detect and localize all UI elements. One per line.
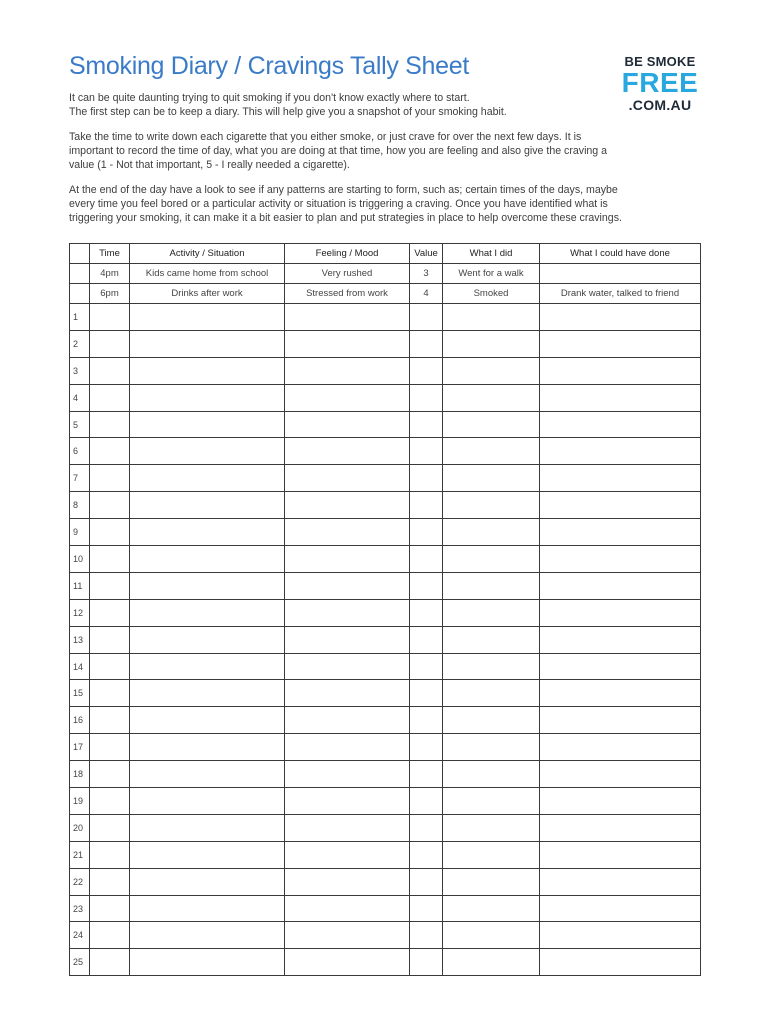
entry-cell-value[interactable] [410,465,443,492]
entry-cell-could-have-done[interactable] [540,304,701,331]
row-number: 8 [70,492,90,519]
table-row [70,330,701,357]
entry-cell-what-i-did[interactable] [443,761,540,788]
entry-cell-could-have-done[interactable] [540,895,701,922]
example-cell-feeling: Very rushed [285,264,410,284]
entry-cell-what-i-did[interactable] [443,384,540,411]
example-row [70,284,701,304]
entry-cell-time[interactable] [90,304,130,331]
entry-cell-time[interactable] [90,626,130,653]
entry-cell-feeling[interactable] [285,546,410,573]
entry-cell-could-have-done[interactable] [540,519,701,546]
logo-line-1: BE SMOKE [624,54,696,69]
entry-cell-activity[interactable] [130,519,285,546]
row-number: 9 [70,519,90,546]
header-value: Value [410,244,443,264]
row-number: 24 [70,922,90,949]
table-row [70,841,701,868]
entry-cell-time[interactable] [90,814,130,841]
entry-cell-what-i-did[interactable] [443,519,540,546]
entry-cell-value[interactable] [410,357,443,384]
entry-cell-value[interactable] [410,761,443,788]
entry-cell-could-have-done[interactable] [540,465,701,492]
entry-cell-what-i-did[interactable] [443,680,540,707]
table-row [70,546,701,573]
row-number: 16 [70,707,90,734]
entry-cell-value[interactable] [410,438,443,465]
entry-cell-time[interactable] [90,357,130,384]
entry-cell-value[interactable] [410,572,443,599]
entry-cell-time[interactable] [90,465,130,492]
entry-cell-value[interactable] [410,814,443,841]
entry-cell-time[interactable] [90,922,130,949]
example-cell-what-i-did: Smoked [443,284,540,304]
example-cell-number [70,264,90,284]
intro-p1-line-2: The first step can be to keep a diary. This will help give you a snapshot of your smoking habit. [69,106,507,118]
row-number: 13 [70,626,90,653]
example-cell-could-have-done [540,264,701,284]
table-row [70,492,701,519]
entry-cell-what-i-did[interactable] [443,599,540,626]
entry-cell-feeling[interactable] [285,492,410,519]
entry-cell-activity[interactable] [130,546,285,573]
entry-cell-value[interactable] [410,546,443,573]
header-row-number [70,244,90,264]
table-row [70,761,701,788]
row-number: 19 [70,788,90,815]
entry-cell-value[interactable] [410,868,443,895]
entry-cell-time[interactable] [90,546,130,573]
table-row [70,384,701,411]
entry-cell-time[interactable] [90,895,130,922]
entry-cell-what-i-did[interactable] [443,814,540,841]
entry-cell-time[interactable] [90,680,130,707]
page-title: Smoking Diary / Cravings Tally Sheet [69,52,470,80]
entry-cell-activity[interactable] [130,734,285,761]
row-number: 17 [70,734,90,761]
entry-cell-time[interactable] [90,572,130,599]
entry-cell-value[interactable] [410,626,443,653]
table-row [70,411,701,438]
entry-cell-value[interactable] [410,949,443,976]
entry-cell-time[interactable] [90,761,130,788]
table-row [70,626,701,653]
entry-cell-what-i-did[interactable] [443,707,540,734]
table-row [70,707,701,734]
entry-cell-what-i-did[interactable] [443,626,540,653]
example-cell-activity: Drinks after work [130,284,285,304]
entry-cell-value[interactable] [410,841,443,868]
intro-paragraph-1 [69,91,709,119]
table-row [70,734,701,761]
entry-cell-feeling[interactable] [285,922,410,949]
table-row [70,922,701,949]
entry-cell-feeling[interactable] [285,599,410,626]
example-cell-activity: Kids came home from school [130,264,285,284]
example-cell-value: 4 [410,284,443,304]
entry-cell-feeling[interactable] [285,680,410,707]
entry-cell-time[interactable] [90,411,130,438]
entry-cell-activity[interactable] [130,384,285,411]
entry-cell-could-have-done[interactable] [540,707,701,734]
table-row [70,599,701,626]
entry-cell-could-have-done[interactable] [540,922,701,949]
entry-cell-feeling[interactable] [285,626,410,653]
diary-table [69,243,701,976]
entry-cell-feeling[interactable] [285,572,410,599]
entry-cell-value[interactable] [410,653,443,680]
entry-cell-what-i-did[interactable] [443,841,540,868]
entry-cell-activity[interactable] [130,599,285,626]
entry-cell-what-i-did[interactable] [443,572,540,599]
row-number: 21 [70,841,90,868]
entry-cell-could-have-done[interactable] [540,868,701,895]
table-row [70,653,701,680]
entry-cell-time[interactable] [90,868,130,895]
entry-cell-could-have-done[interactable] [540,626,701,653]
entry-cell-what-i-did[interactable] [443,330,540,357]
row-number: 11 [70,572,90,599]
entry-cell-activity[interactable] [130,572,285,599]
entry-cell-value[interactable] [410,519,443,546]
example-cell-number [70,284,90,304]
entry-cell-value[interactable] [410,330,443,357]
entry-cell-activity[interactable] [130,304,285,331]
entry-cell-activity[interactable] [130,411,285,438]
entry-cell-feeling[interactable] [285,734,410,761]
entry-cell-time[interactable] [90,384,130,411]
example-row [70,264,701,284]
entry-cell-activity[interactable] [130,465,285,492]
entry-cell-could-have-done[interactable] [540,949,701,976]
entry-cell-what-i-did[interactable] [443,465,540,492]
entry-cell-could-have-done[interactable] [540,841,701,868]
entry-cell-activity[interactable] [130,949,285,976]
entry-cell-activity[interactable] [130,438,285,465]
table-row [70,519,701,546]
entry-cell-what-i-did[interactable] [443,546,540,573]
entry-cell-value[interactable] [410,707,443,734]
entry-cell-time[interactable] [90,949,130,976]
example-cell-value: 3 [410,264,443,284]
entry-cell-value[interactable] [410,734,443,761]
entry-cell-time[interactable] [90,788,130,815]
entry-cell-activity[interactable] [130,895,285,922]
row-number: 5 [70,411,90,438]
entry-cell-activity[interactable] [130,680,285,707]
entry-cell-could-have-done[interactable] [540,357,701,384]
entry-cell-feeling[interactable] [285,519,410,546]
entry-cell-could-have-done[interactable] [540,384,701,411]
example-cell-what-i-did: Went for a walk [443,264,540,284]
row-number: 1 [70,304,90,331]
entry-cell-activity[interactable] [130,707,285,734]
entry-cell-what-i-did[interactable] [443,492,540,519]
table-row [70,895,701,922]
entry-cell-value[interactable] [410,304,443,331]
logo-line-3: .COM.AU [628,97,692,113]
entry-cell-could-have-done[interactable] [540,411,701,438]
entry-cell-what-i-did[interactable] [443,949,540,976]
intro-paragraph-3 [69,183,709,225]
example-cell-could-have-done: Drank water, talked to friend [540,284,701,304]
table-row [70,572,701,599]
entry-cell-value[interactable] [410,680,443,707]
entry-cell-time[interactable] [90,519,130,546]
entry-cell-could-have-done[interactable] [540,599,701,626]
entry-cell-could-have-done[interactable] [540,492,701,519]
entry-cell-value[interactable] [410,492,443,519]
entry-cell-could-have-done[interactable] [540,546,701,573]
intro-p2-line-2: important to record the time of day, what you are doing at that time, how you are feeling and also give the craving a [69,145,608,157]
entry-cell-feeling[interactable] [285,841,410,868]
header-feeling: Feeling / Mood [285,244,410,264]
entry-cell-time[interactable] [90,707,130,734]
intro-p2-line-3: value (1 - Not that important, 5 - I really needed a cigarette). [69,159,350,171]
entry-cell-could-have-done[interactable] [540,680,701,707]
entry-cell-feeling[interactable] [285,465,410,492]
entry-cell-activity[interactable] [130,626,285,653]
entry-cell-what-i-did[interactable] [443,868,540,895]
logo-line-2: FREE [621,67,699,98]
entry-cell-activity[interactable] [130,922,285,949]
entry-cell-what-i-did[interactable] [443,734,540,761]
row-number: 6 [70,438,90,465]
table-row [70,465,701,492]
entry-cell-activity[interactable] [130,492,285,519]
entry-cell-activity[interactable] [130,357,285,384]
entry-cell-what-i-did[interactable] [443,357,540,384]
table-row [70,438,701,465]
entry-cell-activity[interactable] [130,814,285,841]
entry-cell-feeling[interactable] [285,707,410,734]
entry-cell-what-i-did[interactable] [443,788,540,815]
entry-cell-feeling[interactable] [285,949,410,976]
entry-cell-time[interactable] [90,734,130,761]
row-number: 22 [70,868,90,895]
entry-cell-what-i-did[interactable] [443,653,540,680]
example-cell-feeling: Stressed from work [285,284,410,304]
entry-cell-time[interactable] [90,330,130,357]
entry-cell-time[interactable] [90,653,130,680]
entry-cell-time[interactable] [90,492,130,519]
entry-cell-activity[interactable] [130,761,285,788]
row-number: 14 [70,653,90,680]
example-cell-time: 6pm [90,284,130,304]
row-number: 2 [70,330,90,357]
row-number: 12 [70,599,90,626]
entry-cell-feeling[interactable] [285,761,410,788]
intro-p3-line-2: every time you feel bored or a particular activity or situation is triggering a craving. Once you have identified what is [69,198,608,210]
row-number: 20 [70,814,90,841]
entry-cell-feeling[interactable] [285,868,410,895]
intro-paragraph-2 [69,130,709,172]
entry-cell-activity[interactable] [130,841,285,868]
entry-cell-activity[interactable] [130,868,285,895]
intro-p3-line-3: triggering your smoking, it can make it a bit easier to plan and put strategies in place to help overcome these cravings. [69,212,622,224]
header-what-i-could-have-done: What I could have done [540,244,701,264]
entry-cell-what-i-did[interactable] [443,438,540,465]
entry-cell-feeling[interactable] [285,788,410,815]
entry-cell-could-have-done[interactable] [540,734,701,761]
table-row [70,304,701,331]
entry-cell-time[interactable] [90,599,130,626]
entry-cell-could-have-done[interactable] [540,814,701,841]
row-number: 18 [70,761,90,788]
entry-cell-feeling[interactable] [285,814,410,841]
entry-cell-feeling[interactable] [285,438,410,465]
entry-cell-feeling[interactable] [285,357,410,384]
header-what-i-did: What I did [443,244,540,264]
entry-cell-value[interactable] [410,922,443,949]
entry-cell-value[interactable] [410,411,443,438]
table-row [70,814,701,841]
entry-cell-activity[interactable] [130,653,285,680]
table-header-row [70,244,701,264]
header-activity: Activity / Situation [130,244,285,264]
entry-cell-time[interactable] [90,438,130,465]
header-time: Time [90,244,130,264]
entry-cell-could-have-done[interactable] [540,761,701,788]
entry-cell-what-i-did[interactable] [443,922,540,949]
intro-p3-line-1: At the end of the day have a look to see if any patterns are starting to form, such as; certain times of the days, maybe [69,184,618,196]
entry-cell-what-i-did[interactable] [443,895,540,922]
entry-cell-feeling[interactable] [285,304,410,331]
entry-cell-could-have-done[interactable] [540,330,701,357]
row-number: 23 [70,895,90,922]
entry-cell-feeling[interactable] [285,330,410,357]
entry-cell-value[interactable] [410,788,443,815]
entry-cell-could-have-done[interactable] [540,572,701,599]
table-row [70,680,701,707]
entry-cell-value[interactable] [410,384,443,411]
entry-cell-could-have-done[interactable] [540,788,701,815]
entry-cell-feeling[interactable] [285,384,410,411]
entry-cell-could-have-done[interactable] [540,653,701,680]
example-cell-time: 4pm [90,264,130,284]
entry-cell-time[interactable] [90,841,130,868]
row-number: 3 [70,357,90,384]
entry-cell-what-i-did[interactable] [443,411,540,438]
intro-p2-line-1: Take the time to write down each cigarette that you either smoke, or just crave for over the next few days. It is [69,131,582,143]
row-number: 4 [70,384,90,411]
entry-cell-what-i-did[interactable] [443,304,540,331]
intro-p1-line-1: It can be quite daunting trying to quit smoking if you don't know exactly where to start. [69,92,470,104]
row-number: 15 [70,680,90,707]
entry-cell-value[interactable] [410,599,443,626]
row-number: 25 [70,949,90,976]
row-number: 10 [70,546,90,573]
table-row [70,357,701,384]
entry-cell-could-have-done[interactable] [540,438,701,465]
entry-cell-activity[interactable] [130,330,285,357]
entry-cell-feeling[interactable] [285,411,410,438]
table-row [70,788,701,815]
entry-cell-feeling[interactable] [285,895,410,922]
table-row [70,949,701,976]
entry-cell-feeling[interactable] [285,653,410,680]
entry-cell-activity[interactable] [130,788,285,815]
entry-cell-value[interactable] [410,895,443,922]
table-row [70,868,701,895]
row-number: 7 [70,465,90,492]
